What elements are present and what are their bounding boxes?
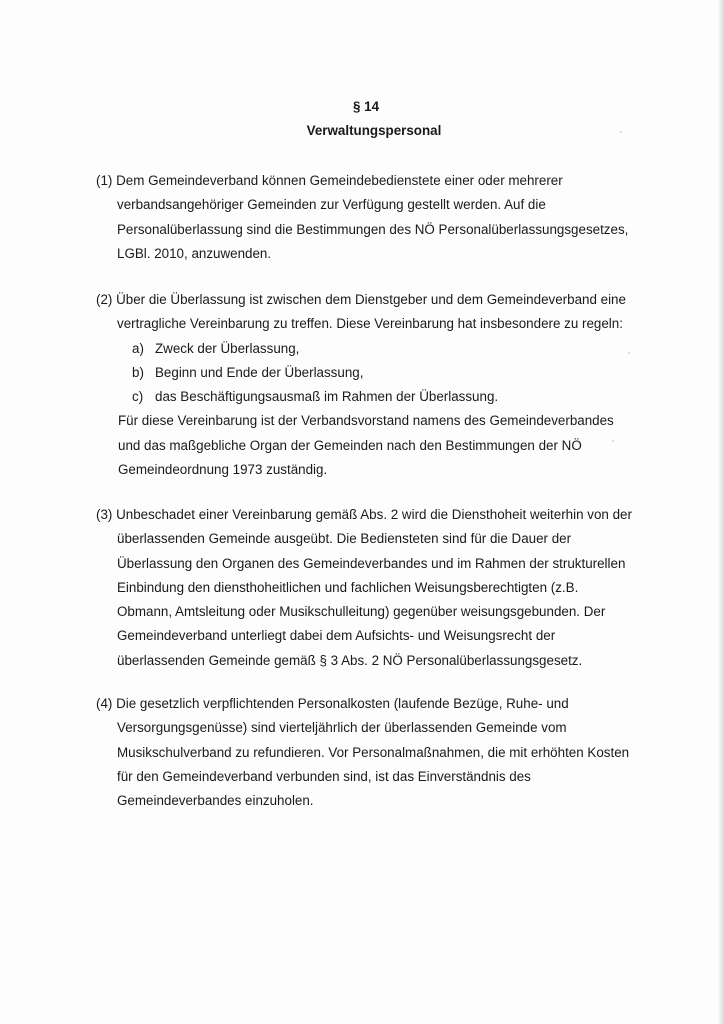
list-item (96, 361, 666, 385)
scan-speck (612, 440, 614, 442)
paragraph-line: (4) Die gesetzlich verpflichtenden Personalkosten (laufende Bezüge, Ruhe- und (96, 696, 569, 711)
list-item-text: Beginn und Ende der Überlassung, (155, 364, 364, 380)
paragraph-line: Personalüberlassung sind die Bestimmungen des NÖ Personalüberlassungsgesetzes, (117, 221, 629, 237)
paragraph-line: Überlassung den Organen des Gemeindeverbandes und im Rahmen der strukturellen (117, 555, 626, 571)
paragraph-2 (96, 288, 666, 482)
paragraph-line: für den Gemeindeverband verbunden sind, ist das Einverständnis des (117, 768, 531, 784)
list-item-text: Zweck der Überlassung, (155, 340, 300, 356)
paragraph-4 (96, 692, 666, 813)
paragraph-line: Musikschulverband zu refundieren. Vor Personalmaßnahmen, die mit erhöhten Kosten (117, 744, 630, 760)
section-title: Verwaltungspersonal (306, 123, 442, 138)
list-item (96, 385, 666, 409)
list-marker: a) (132, 340, 144, 356)
paragraph-line: Für diese Vereinbarung ist der Verbandsvorstand namens des Gemeindeverbandes (118, 413, 614, 429)
paragraph-3 (96, 503, 666, 673)
list-item (96, 337, 666, 361)
page-edge-shadow (718, 0, 724, 1024)
list-marker: b) (132, 364, 144, 380)
paragraph-line: überlassenden Gemeinde gemäß § 3 Abs. 2 NÖ Personalüberlassungsgesetz. (117, 652, 583, 668)
paragraph-line: Einbindung den diensthoheitlichen und fachlichen Weisungsberechtigten (z.B. (117, 579, 579, 595)
scan-speck (620, 131, 622, 133)
section-number: § 14 (352, 99, 380, 114)
paragraph-line: Versorgungsgenüsse) sind vierteljährlich der überlassenden Gemeinde vom (117, 720, 567, 736)
paragraph-line: überlassenden Gemeinde ausgeübt. Die Bediensteten sind für die Dauer der (117, 531, 572, 547)
paragraph-1 (96, 169, 666, 266)
paragraph-line: LGBl. 2010, anzuwenden. (117, 245, 272, 261)
paragraph-line: Gemeindeverband unterliegt dabei dem Aufsichts- und Weisungsrecht der (117, 628, 556, 644)
list-marker: c) (132, 389, 144, 405)
scan-speck (628, 352, 630, 354)
paragraph-line: (2) Über die Überlassung ist zwischen dem Dienstgeber und dem Gemeindeverband eine (96, 292, 626, 307)
paragraph-line: Obmann, Amtsleitung oder Musikschulleitung) gegenüber weisungsgebunden. Der (117, 604, 606, 620)
paragraph-line: Gemeindeordnung 1973 zuständig. (118, 462, 328, 478)
paragraph-line: und das maßgebliche Organ der Gemeinden nach den Bestimmungen der NÖ (118, 437, 582, 453)
paragraph-line: (3) Unbeschadet einer Vereinbarung gemäß Abs. 2 wird die Diensthoheit weiterhin von der (96, 507, 632, 522)
paragraph-line: vertragliche Vereinbarung zu treffen. Diese Vereinbarung hat insbesondere zu regeln: (117, 316, 623, 332)
paragraph-line: (1) Dem Gemeindeverband können Gemeindebedienstete einer oder mehrerer (96, 173, 563, 188)
paragraph-line: verbandsangehöriger Gemeinden zur Verfügung gestellt werden. Auf die (117, 197, 546, 213)
list-item-text: das Beschäftigungsausmaß im Rahmen der Überlassung. (155, 389, 499, 405)
paragraph-line: Gemeindeverbandes einzuholen. (117, 793, 314, 809)
